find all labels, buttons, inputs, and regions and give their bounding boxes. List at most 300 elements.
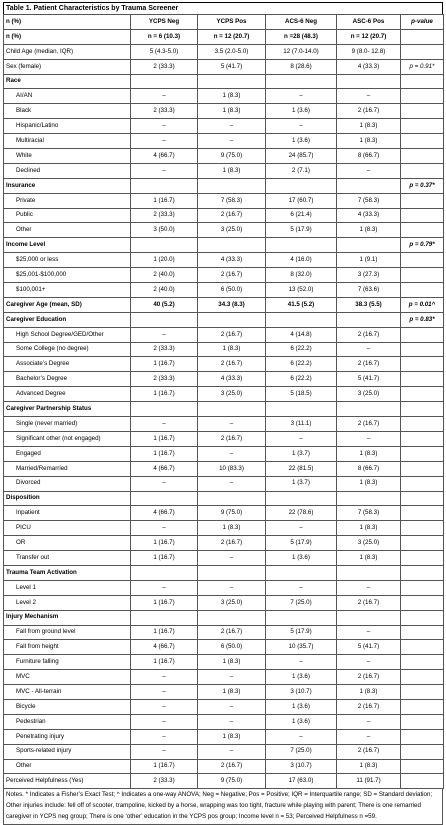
value-cell: – [131,89,198,104]
row-label: Trauma Team Activation [4,565,131,580]
section-row [4,312,444,327]
value-cell: 9 (75.0) [198,149,266,164]
table-title: Table 1. Patient Characteristics by Trauma Screener [3,2,443,14]
p-value-cell [401,163,444,178]
value-cell: – [198,446,266,461]
value-cell [337,178,401,193]
p-value-cell [401,431,444,446]
table-body [4,15,444,789]
value-cell: 7 (25.0) [266,744,337,759]
table-row [4,253,444,268]
value-cell [131,178,198,193]
value-cell: 3.5 (2.0-5.0) [198,44,266,59]
table-notes: Notes. * Indicates a Fisher’s Exact Test; ^ Indicates a one-way ANOVA; Neg = Negative; Pos = Positive; IQR = Interquartile range; SD = Standard deviation; Other injuries include: fell off of scooter, trampoline, kicked by a horse, wrapping was too tight, fracture while playing with parent; There is one remarried caregiver in YCPS neg group; There is one ‘other’ education in the YCPS pos group; Income level n = 53; Perceived Helpfulness n =59. [3,789,443,825]
value-cell: 1 (16.7) [131,193,198,208]
value-cell [198,238,266,253]
value-cell: 2 (16.7) [337,104,401,119]
value-cell: 1 (8.3) [198,89,266,104]
p-value-cell [401,342,444,357]
value-cell: 1 (16.7) [131,357,198,372]
value-cell: 3 (25.0) [337,536,401,551]
value-cell: 8 (66.7) [337,149,401,164]
value-cell: 5 (41.7) [337,640,401,655]
value-cell: 4 (66.7) [131,461,198,476]
value-cell: 24 (85.7) [266,149,337,164]
p-value-cell [401,685,444,700]
table-row [4,476,444,491]
row-label: Multiracial [4,134,131,149]
p-value-cell: p = 0.79* [401,238,444,253]
p-value-cell [401,119,444,134]
value-cell: 2 (16.7) [198,268,266,283]
value-cell: 1 (3.6) [266,670,337,685]
p-value-cell [401,461,444,476]
p-value-cell [401,521,444,536]
value-cell: – [198,580,266,595]
value-cell: – [266,729,337,744]
p-value-cell [401,759,444,774]
value-cell: – [198,744,266,759]
row-label: $25,001-$100,000 [4,268,131,283]
value-cell: 1 (3.6) [266,551,337,566]
p-value-cell [401,208,444,223]
value-cell [337,565,401,580]
value-cell: 5 (17.9) [266,536,337,551]
value-cell [337,74,401,89]
value-cell: 6 (22.2) [266,342,337,357]
row-label: Bicycle [4,699,131,714]
value-cell: 10 (83.3) [198,461,266,476]
p-value-cell [401,580,444,595]
table-row [4,699,444,714]
value-cell: 7 (58.3) [198,193,266,208]
row-label: Significant other (not engaged) [4,431,131,446]
value-cell: 3 (27.3) [337,268,401,283]
row-label: $100,001+ [4,283,131,298]
row-label: Married/Remarried [4,461,131,476]
p-value-cell: p = 0.01^ [401,297,444,312]
table-row [4,685,444,700]
row-label: Divorced [4,476,131,491]
value-cell: 4 (14.8) [266,327,337,342]
row-label: Income Level [4,238,131,253]
sample-size-asc-pos: n = 12 (20.7) [337,29,401,44]
table-row [4,774,444,789]
value-cell: 2 (16.7) [337,417,401,432]
value-cell: – [266,431,337,446]
value-cell: 2 (33.3) [131,774,198,789]
row-label: Fall from height [4,640,131,655]
value-cell: – [266,89,337,104]
value-cell: 3 (10.7) [266,685,337,700]
header-cell-ycps-neg: YCPS Neg [131,15,198,30]
value-cell: 1 (3.7) [266,446,337,461]
value-cell: 7 (63.6) [337,283,401,298]
value-cell: – [131,119,198,134]
value-cell: – [337,714,401,729]
value-cell: 2 (16.7) [198,759,266,774]
value-cell [266,238,337,253]
value-cell: 2 (16.7) [337,670,401,685]
p-value-cell [401,268,444,283]
value-cell: 17 (60.7) [266,193,337,208]
row-label: Black [4,104,131,119]
p-value-cell [401,610,444,625]
p-value-cell [401,774,444,789]
value-cell: 6 (50.0) [198,283,266,298]
p-value-cell [401,104,444,119]
value-cell: 4 (66.7) [131,149,198,164]
row-label: Perceived Helpfulness (Yes) [4,774,131,789]
row-label: Caregiver Age (mean, SD) [4,297,131,312]
p-value-cell [401,670,444,685]
value-cell: 4 (33.3) [198,253,266,268]
row-label: Advanced Degree [4,387,131,402]
value-cell: – [266,580,337,595]
row-label: Caregiver Partnership Status [4,402,131,417]
value-cell [337,402,401,417]
row-label: Private [4,193,131,208]
value-cell: – [131,744,198,759]
table-row [4,551,444,566]
value-cell: 5 (17.9) [266,223,337,238]
value-cell: 9 (8.0- 12.8) [337,44,401,59]
value-cell: 2 (16.7) [337,744,401,759]
value-cell: – [198,551,266,566]
value-cell: 1 (8.3) [337,759,401,774]
value-cell: 1 (3.6) [266,104,337,119]
value-cell: 5 (4.3-5.0) [131,44,198,59]
value-cell [266,74,337,89]
section-row [4,74,444,89]
value-cell: 6 (22.2) [266,372,337,387]
table-row [4,461,444,476]
table-row [4,104,444,119]
value-cell: 1 (9.1) [337,253,401,268]
p-value-cell: p = 0.91* [401,59,444,74]
value-cell: 2 (16.7) [198,625,266,640]
section-row [4,178,444,193]
p-value-cell: p = 0.83* [401,312,444,327]
table-row [4,89,444,104]
value-cell: 1 (3.6) [266,134,337,149]
value-cell: – [131,685,198,700]
value-cell: – [337,431,401,446]
table-row [4,744,444,759]
value-cell: 2 (40.0) [131,268,198,283]
p-value-cell [401,387,444,402]
value-cell [337,491,401,506]
value-cell: 1 (8.3) [337,685,401,700]
p-value-cell [401,89,444,104]
value-cell: 1 (8.3) [198,729,266,744]
section-row [4,402,444,417]
value-cell: 8 (32.0) [266,268,337,283]
p-value-cell [401,699,444,714]
value-cell: 1 (8.3) [198,163,266,178]
value-cell: – [198,134,266,149]
table-row [4,431,444,446]
value-cell [198,74,266,89]
value-cell: – [131,163,198,178]
value-cell [131,402,198,417]
table-row [4,625,444,640]
value-cell: – [131,670,198,685]
value-cell: 1 (8.3) [337,476,401,491]
p-value-cell [401,74,444,89]
value-cell: – [337,342,401,357]
value-cell: 1 (8.3) [198,685,266,700]
value-cell [198,178,266,193]
value-cell: 7 (58.3) [337,506,401,521]
row-label: Insurance [4,178,131,193]
value-cell: 3 (50.0) [131,223,198,238]
row-label: Fall from ground level [4,625,131,640]
value-cell: 2 (16.7) [337,327,401,342]
p-value-cell [401,551,444,566]
value-cell: – [337,163,401,178]
value-cell: 5 (18.5) [266,387,337,402]
value-cell: – [131,521,198,536]
sample-size-acs-neg: n =28 (48.3) [266,29,337,44]
value-cell: – [266,521,337,536]
row-label: Inpatient [4,506,131,521]
value-cell: 2 (33.3) [131,372,198,387]
value-cell: 8 (66.7) [337,461,401,476]
section-row [4,610,444,625]
row-label: Pedestrian [4,714,131,729]
value-cell: – [266,655,337,670]
section-row [4,491,444,506]
value-cell: 13 (52.0) [266,283,337,298]
value-cell: 41.5 (5.2) [266,297,337,312]
value-cell: 9 (75.0) [198,506,266,521]
row-label: Level 1 [4,580,131,595]
row-label: Race [4,74,131,89]
document-page [3,2,443,825]
p-value-cell [401,625,444,640]
row-label: AI/AN [4,89,131,104]
table-row [4,536,444,551]
value-cell: 1 (8.3) [198,104,266,119]
p-value-cell [401,417,444,432]
value-cell: 2 (16.7) [198,208,266,223]
value-cell: 7 (25.0) [266,595,337,610]
row-label: Child Age (median, IQR) [4,44,131,59]
value-cell: 4 (33.3) [198,372,266,387]
value-cell: 10 (35.7) [266,640,337,655]
section-row [4,297,444,312]
value-cell: – [131,714,198,729]
value-cell: 2 (33.3) [131,208,198,223]
value-cell: – [198,476,266,491]
value-cell: 1 (8.3) [337,134,401,149]
value-cell: – [131,134,198,149]
table-row [4,580,444,595]
value-cell: 2 (40.0) [131,283,198,298]
p-value-cell [401,372,444,387]
header-cell-label: n (%) [4,15,131,30]
value-cell [131,312,198,327]
row-label: Hispanic/Latino [4,119,131,134]
value-cell [266,312,337,327]
row-label: Caregiver Education [4,312,131,327]
value-cell: 1 (8.3) [337,521,401,536]
value-cell: 4 (33.3) [337,208,401,223]
value-cell: – [198,417,266,432]
value-cell: 3 (10.7) [266,759,337,774]
p-value-cell [401,640,444,655]
value-cell: 6 (50.0) [198,640,266,655]
value-cell: 3 (25.0) [337,387,401,402]
table-row [4,357,444,372]
value-cell: – [266,119,337,134]
value-cell: 9 (75.0) [198,774,266,789]
value-cell: 5 (41.7) [198,59,266,74]
value-cell: 1 (16.7) [131,446,198,461]
value-cell: – [131,699,198,714]
value-cell: 22 (81.5) [266,461,337,476]
value-cell: 2 (16.7) [337,595,401,610]
row-label: Other [4,759,131,774]
value-cell [266,178,337,193]
value-cell: 1 (16.7) [131,551,198,566]
table-row [4,670,444,685]
row-label: Furniture falling [4,655,131,670]
value-cell: 1 (16.7) [131,536,198,551]
table-row [4,163,444,178]
header-cell-acs-neg: ACS-6 Neg [266,15,337,30]
table-row [4,372,444,387]
value-cell: 1 (20.0) [131,253,198,268]
value-cell: 2 (16.7) [337,357,401,372]
value-cell [131,491,198,506]
table-row [4,223,444,238]
p-value-cell [401,446,444,461]
table-row [4,119,444,134]
p-value-cell [401,149,444,164]
table-row [4,417,444,432]
header-cell-ycps-pos: YCPS Pos [198,15,266,30]
p-value-cell [401,357,444,372]
p-value-cell [401,565,444,580]
table-row [4,59,444,74]
value-cell: 4 (33.3) [337,59,401,74]
value-cell: 2 (16.7) [198,536,266,551]
value-cell: – [131,729,198,744]
row-label: Disposition [4,491,131,506]
table-row [4,193,444,208]
row-label: Sports-related injury [4,744,131,759]
p-value-cell [401,327,444,342]
value-cell: 3 (25.0) [198,595,266,610]
header-cell-p-value: p-value [401,15,444,30]
sample-size-ycps-neg: n = 6 (10.3) [131,29,198,44]
value-cell: 22 (78.6) [266,506,337,521]
p-value-cell [401,744,444,759]
p-value-cell [401,402,444,417]
value-cell [198,312,266,327]
value-cell [266,491,337,506]
p-value-cell: p = 0.37* [401,178,444,193]
value-cell: 4 (66.7) [131,640,198,655]
value-cell: 6 (22.2) [266,357,337,372]
value-cell: 2 (16.7) [337,699,401,714]
table-row [4,283,444,298]
sample-size-ycps-pos: n = 12 (20.7) [198,29,266,44]
row-label: Single (never married) [4,417,131,432]
value-cell: – [198,714,266,729]
value-cell: – [131,580,198,595]
value-cell: 2 (16.7) [198,431,266,446]
p-value-cell [401,714,444,729]
value-cell: 1 (8.3) [337,119,401,134]
row-label: Sex (female) [4,59,131,74]
patient-characteristics-table [3,14,444,789]
p-value-cell [401,134,444,149]
value-cell [131,238,198,253]
value-cell: 2 (7.1) [266,163,337,178]
section-row [4,565,444,580]
row-label: White [4,149,131,164]
table-row [4,44,444,59]
row-label: Injury Mechanism [4,610,131,625]
row-label: Some College (no degree) [4,342,131,357]
row-label: OR [4,536,131,551]
value-cell [131,565,198,580]
value-cell: 11 (91.7) [337,774,401,789]
value-cell [198,402,266,417]
header-cell-asc-pos: ASC-6 Pos [337,15,401,30]
value-cell: 8 (28.6) [266,59,337,74]
value-cell: – [131,327,198,342]
p-value-cell [401,253,444,268]
value-cell: 1 (16.7) [131,655,198,670]
row-label: Transfer out [4,551,131,566]
value-cell: 3 (11.1) [266,417,337,432]
section-row [4,238,444,253]
p-value-cell [401,44,444,59]
value-cell: 1 (16.7) [131,387,198,402]
row-label: Bachelor’s Degree [4,372,131,387]
value-cell: 1 (8.3) [198,342,266,357]
value-cell: 2 (16.7) [198,327,266,342]
row-label: Engaged [4,446,131,461]
table-row [4,134,444,149]
value-cell: 6 (21.4) [266,208,337,223]
table-row [4,595,444,610]
value-cell: – [337,729,401,744]
value-cell: 5 (17.9) [266,625,337,640]
table-row [4,387,444,402]
sample-size-label: n (%) [4,29,131,44]
value-cell: 1 (16.7) [131,759,198,774]
value-cell: – [337,625,401,640]
value-cell: 2 (33.3) [131,59,198,74]
p-value-cell [401,595,444,610]
row-label: High School Degree/GED/Other [4,327,131,342]
value-cell [198,610,266,625]
value-cell: 34.3 (8.3) [198,297,266,312]
value-cell: – [198,119,266,134]
table-row [4,521,444,536]
value-cell [198,491,266,506]
sample-size-p-value [401,29,444,44]
table-row [4,655,444,670]
row-label: PICU [4,521,131,536]
value-cell: – [337,655,401,670]
row-label: Associate’s Degree [4,357,131,372]
